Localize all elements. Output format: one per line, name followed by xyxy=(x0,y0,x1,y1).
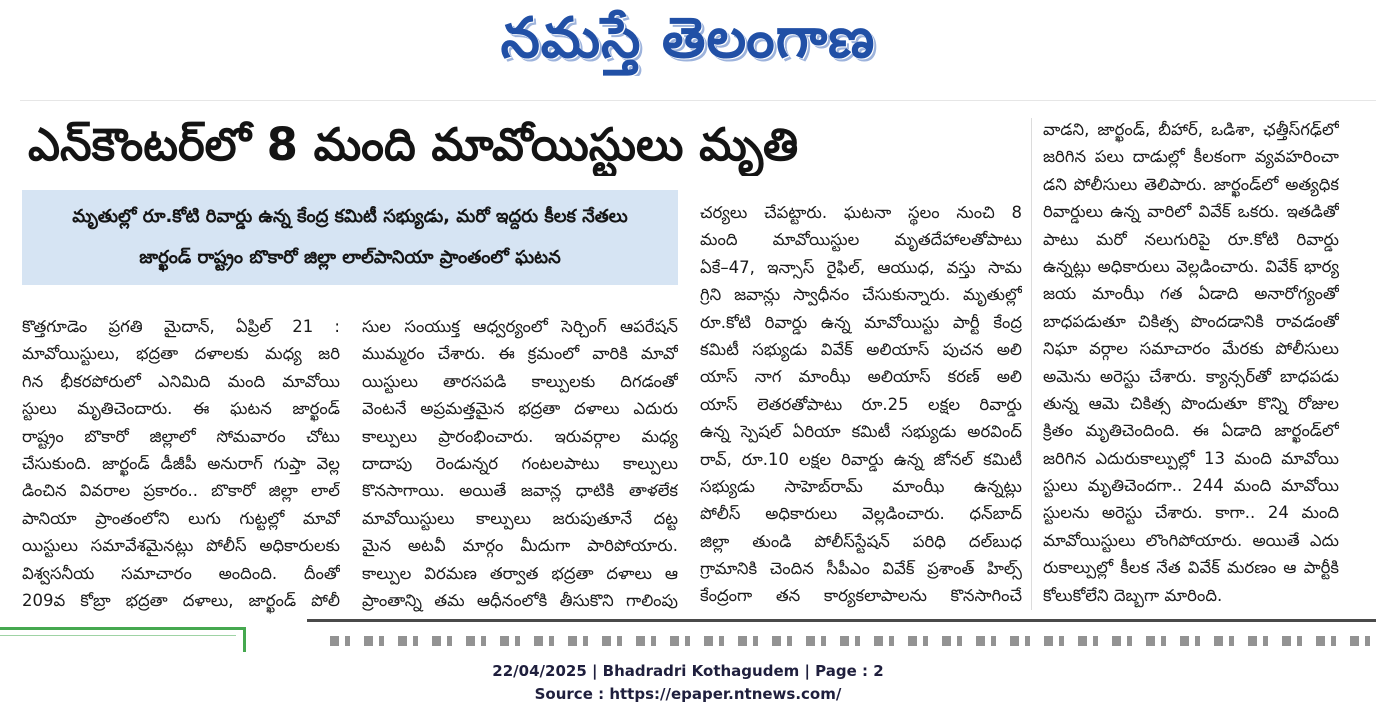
article-column-2 xyxy=(362,313,678,614)
bottom-divider xyxy=(307,619,1376,622)
article-text-line: ఏకే–47, ఇన్సాస్ రైఫిల్, ఆయుధ, వస్తు సామ xyxy=(700,257,1022,277)
footer-date-location-page: 22/04/2025 | Bhadradri Kothagudem | Page : 2 xyxy=(492,662,884,680)
subheading-line: మృతుల్లో రూ.కోటి రివార్డు ఉన్న కేంద్ర కమిటీ సభ్యుడు, మరో ఇద్దరు కీలక నేతలు xyxy=(72,206,628,227)
article-text-line: డని పోలీసులు తెలిపారు. జార్ఖండ్‌లో అత్యధిక xyxy=(1043,174,1339,194)
footer-source: Source : https://epaper.ntnews.com/ xyxy=(534,685,842,703)
article-column-3 xyxy=(700,199,1022,610)
green-box-inner-rule xyxy=(0,635,236,636)
article-text-line: రావ్, రూ.10 లక్షల రివార్డు ఉన్న జోనల్ కమిటీ xyxy=(700,449,1022,469)
article-text-line: చర్యలు చేపట్టారు. ఘటనా స్థలం నుంచి 8 xyxy=(700,203,1022,222)
masthead-logo: నమస్తే తెలంగాణ xyxy=(500,6,876,71)
column-divider xyxy=(1031,118,1032,610)
article-text-line: యిస్టులు తారసపడి కాల్పులకు దిగడంతో xyxy=(362,371,678,391)
article-text-line: కాల్పుల విరమణ తర్వాత భద్రతా దళాలు ఆ xyxy=(362,563,678,583)
article-text-line: స్టులను అరెస్టు చేశారు. కాగా.. 24 మంది xyxy=(1043,503,1339,523)
article-text-line: డించిన వివరాల ప్రకారం.. బొకారో జిల్లా లాల్ xyxy=(22,481,340,501)
article-text-line: రివార్డులు ఉన్న వారిలో వివేక్ ఒకరు. ఇతడితో xyxy=(1043,202,1339,222)
article-text-line: కొత్తగూడెం ప్రగతి మైదాన్, ఏప్రిల్ 21 : xyxy=(22,317,340,336)
article-text-line: జరిగిన పలు దాడుల్లో కీలకంగా వ్యవహరించా xyxy=(1043,147,1339,167)
article-text-line: జిల్లా తుండి పోలీస్‌స్టేషన్ పరిధి దల్‌బుధ xyxy=(700,531,1022,551)
article-text-line: దాదాపు రెండున్నర గంటలపాటు కాల్పులు xyxy=(362,453,678,473)
article-text-line: బాధపడుతూ చికిత్స పొందడానికి రావడంతో xyxy=(1043,311,1339,331)
article-headline: ఎన్‌కౌంటర్‌లో 8 మంది మావోయిస్టులు మృతి xyxy=(28,118,799,171)
subheading-box xyxy=(22,190,678,285)
subheading-line: జార్ఖండ్ రాష్ట్రం బొకారో జిల్లా లాల్‌పానియా ప్రాంతంలో ఘటన xyxy=(139,247,561,268)
article-text-line: యాస్ నాగ మాంఝీ అలియాస్ కరణ్ అలి xyxy=(700,367,1022,387)
cut-off-green-box xyxy=(0,627,246,652)
article-text-line: మావోయిస్టులు కాల్పులు జరుపుతూనే దట్ట xyxy=(362,508,678,528)
article-text-line: మావోయిస్టులు లొంగిపోయారు. అయితే ఎదు xyxy=(1043,530,1339,550)
article-text-line: మైన అటవీ మార్గం మీదుగా పారిపోయారు. xyxy=(362,536,678,556)
article-text-line: చేసుకుంది. జార్ఖండ్ డీజీపీ అనురాగ్ గుప్తా వెల్ల xyxy=(22,453,340,473)
article-text-line: మంది మావోయిస్టుల మృతదేహాలతోపాటు xyxy=(700,230,1022,250)
article-text-line: యిస్టులు సమావేశమైనట్లు పోలీస్ అధికారులకు xyxy=(22,536,340,556)
article-column-4 xyxy=(1043,116,1339,609)
article-text-line: ఉన్నట్లు అధికారులు వెల్లడించారు. వివేక్ భార్య xyxy=(1043,256,1339,276)
cut-off-next-article-strip xyxy=(330,636,1370,646)
top-divider xyxy=(20,100,1376,101)
article-text-line: పాటు మరో నలుగురిపై రూ.కోటి రివార్డు xyxy=(1043,229,1339,249)
article-text-line: స్టులు మృతిచెందగా.. 244 మంది మావోయి xyxy=(1043,476,1339,496)
article-text-line: 209వ కోబ్రా భద్రతా దళాలు, జార్ఖండ్ పోలీ xyxy=(22,590,340,610)
article-text-line: రుకాల్పుల్లో కీలక నేత వివేక్ మరణం ఆ పార్టీకి xyxy=(1043,558,1339,578)
article-text-line: తున్న ఆమె చికిత్స పొందుతూ కొన్ని రోజుల xyxy=(1043,393,1339,413)
article-text-line: సభ్యుడు సాహెబ్‌రామ్ మాంఝీ ఉన్నట్లు xyxy=(700,476,1022,496)
article-text-line: రాష్ట్రం బొకారో జిల్లాలో సోమవారం చోటు xyxy=(22,426,340,446)
article-text-line: కోలుకోలేని దెబ్బగా మారింది. xyxy=(1043,585,1223,605)
article-text-line: పోలీస్ అధికారులు వెల్లడించారు. ధన్‌బాద్ xyxy=(700,504,1022,524)
article-text-line: వాడని, జార్ఖండ్, బీహార్, ఒడిశా, ఛత్తీస్‌గఢ్‌లో xyxy=(1043,120,1339,139)
article-text-line: పానియా ప్రాంతంలోని లుగు గుట్టల్లో మావో xyxy=(22,508,340,528)
article-text-line: స్టులు మృతిచెందారు. ఈ ఘటన జార్ఖండ్ xyxy=(22,399,340,419)
article-text-line: రూ.కోటి రివార్డు ఉన్న మావోయిస్టు పార్టీ కేంద్ర xyxy=(700,312,1022,332)
article-text-line: వెంటనే అప్రమత్తమైన భద్రతా దళాలు ఎదురు xyxy=(362,399,678,419)
article-text-line: కమిటీ సభ్యుడు వివేక్ అలియాస్ పుచన అలి xyxy=(700,339,1022,359)
article-text-line: యాస్ లెతరతోపాటు రూ.25 లక్షల రివార్డు xyxy=(700,394,1022,414)
article-text-line: జయ మాంఝీ గత ఏడాది అనారోగ్యంతో xyxy=(1043,284,1339,304)
article-text-line: కొనసాగాయి. అయితే జవాన్ల ధాటికి తాళలేక xyxy=(362,481,678,501)
article-text-line: ఉన్న స్పెషల్ ఏరియా కమిటీ సభ్యుడు అరవింద్ xyxy=(700,422,1022,442)
article-text-line: ప్రాంతాన్ని తమ ఆధీనంలోకి తీసుకొని గాలింపు xyxy=(362,590,678,610)
article-text-line: మావోయిస్టులు, భద్రతా దళాలకు మధ్య జరి xyxy=(22,344,340,364)
article-text-line: గ్రామానికి చెందిన సీపీఎం వివేక్ ప్రశాంత్ హిల్స్ xyxy=(700,559,1022,579)
article-text-line: జరిగిన ఎదురుకాల్పుల్లో 13 మంది మావోయి xyxy=(1043,448,1339,468)
article-text-line: గిన భీకరపోరులో ఎనిమిది మంది మావోయి xyxy=(22,371,340,391)
article-text-line: అమెను అరెస్టు చేశారు. క్యాన్సర్‌తో బాధపడు xyxy=(1043,366,1339,386)
article-text-line: నిఘా వర్గాల సమాచారం మేరకు పోలీసులు xyxy=(1043,339,1339,359)
article-text-line: కాల్పులు ప్రారంభించారు. ఇరువర్గాల మధ్య xyxy=(362,426,678,446)
article-text-line: సుల సంయుక్త ఆధ్వర్యంలో సెర్చింగ్ ఆపరేషన్ xyxy=(362,317,678,336)
article-text-line: కేంద్రంగా తన కార్యకలాపాలను కొనసాగించే xyxy=(700,586,1022,606)
article-text-line: గ్రిని జవాన్లు స్వాధీనం చేసుకున్నారు. మృతుల్లో xyxy=(700,285,1022,305)
article-text-line: విశ్వసనీయ సమాచారం అందింది. దీంతో xyxy=(22,563,340,583)
article-column-1 xyxy=(22,313,340,614)
article-text-line: ముమ్మరం చేశారు. ఈ క్రమంలో వారికి మావో xyxy=(362,344,678,364)
article-text-line: క్రితం మృతిచెందింది. ఈ ఏడాది జార్ఖండ్‌లో xyxy=(1043,421,1339,441)
